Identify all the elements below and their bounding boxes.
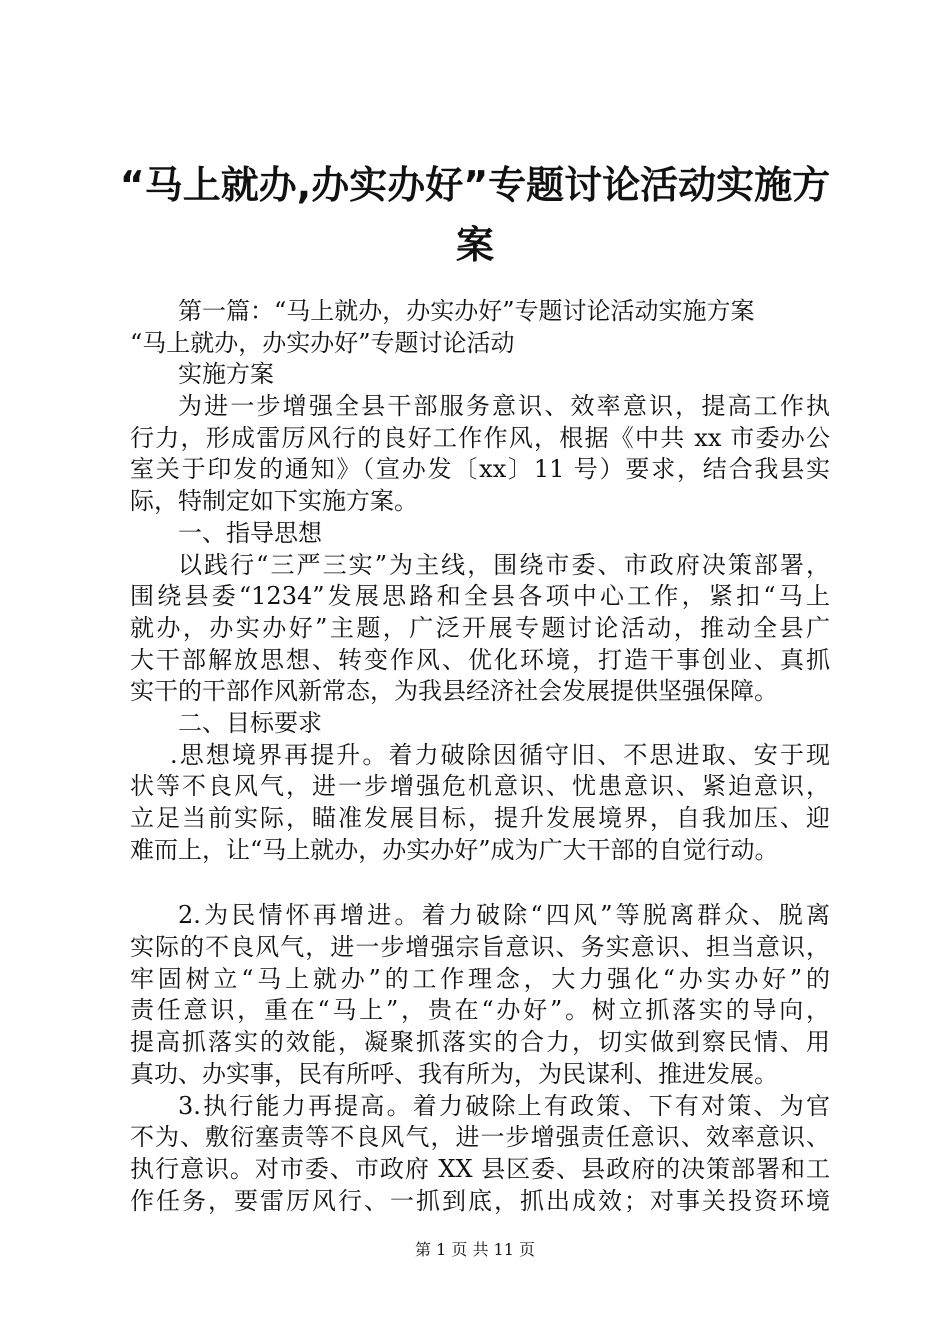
document-body (130, 296, 830, 1217)
paragraph-line: 牢固树立“马上就办”的工作理念，大力强化“办实办好”的 (130, 964, 830, 993)
paragraph-line: 提高抓落实的效能，凝聚抓落实的合力，切实做到察民情、用 (130, 1028, 830, 1057)
paragraph-line: 3.执行能力再提高。着力破除上有政策、下有对策、为官 (178, 1091, 830, 1120)
paragraph-line: 立足当前实际，瞄准发展目标，提升发展境界，自我加压、迎 (130, 804, 830, 832)
document-title-line-1: “马上就办,办实办好”专题讨论活动实施方 (119, 163, 831, 207)
paragraph-line: 为进一步增强全县干部服务意识、效率意识，提高工作执 (178, 392, 830, 421)
paragraph-line: 就办，办实办好”主题，广泛开展专题讨论活动，推动全县广 (130, 613, 830, 642)
paragraph-line: 大干部解放思想、转变作风、优化环境，打造干事创业、真抓 (130, 645, 830, 674)
paragraph-line: 以践行“三严三实”为主线，围绕市委、市政府决策部署， (178, 550, 830, 579)
paragraph-line: 室关于印发的通知》（宣办发〔xx〕11 号）要求，结合我县实 (130, 455, 830, 484)
paragraph-line: 真功、办实事，民有所呼、我有所为，为民谋利、推进发展。 (130, 1059, 778, 1088)
document-title-line-2: 案 (455, 223, 494, 267)
paragraph-gap (130, 866, 830, 900)
page-footer: 第 1 页 共 11 页 (415, 1240, 535, 1259)
section-heading: 二、目标要求 (178, 708, 322, 737)
paragraph-line: 不为、敷衍塞责等不良风气，进一步增强责任意识、效率意识、 (130, 1123, 830, 1152)
paragraph-line: 实干的干部作风新常态，为我县经济社会发展提供坚强保障。 (130, 677, 778, 706)
paragraph-line: 责任意识，重在“马上”，贵在“办好”。树立抓落实的导向， (130, 996, 830, 1025)
paragraph-line: 行力，形成雷厉风行的良好工作作风，根据《中共 xx 市委办公 (130, 423, 830, 452)
paragraph-line: 作任务，要雷厉风行、一抓到底，抓出成效；对事关投资环境 (130, 1186, 830, 1215)
paragraph-line: “马上就办，办实办好”专题讨论活动 (130, 328, 515, 357)
paragraph-line: 际，特制定如下实施方案。 (130, 487, 418, 516)
paragraph-line: .思想境界再提升。着力破除因循守旧、不思进取、安于现 (170, 740, 830, 769)
paragraph-line: 实际的不良风气，进一步增强宗旨意识、务实意识、担当意识， (130, 933, 830, 962)
paragraph-line: 难而上，让“马上就办，办实办好”成为广大干部的自觉行动。 (130, 835, 779, 864)
paragraph-line: 实施方案 (178, 360, 274, 389)
paragraph-line: 状等不良风气，进一步增强危机意识、忧患意识、紧迫意识， (130, 772, 830, 801)
paragraph-line: 第一篇：“马上就办，办实办好”专题讨论活动实施方案 (178, 297, 755, 325)
paragraph-line: 围绕县委“1234”发展思路和全县各项中心工作，紧扣“马上 (130, 582, 830, 611)
section-heading: 一、指导思想 (178, 518, 322, 547)
paragraph-line: 执行意识。对市委、市政府 XX 县区委、县政府的决策部署和工 (130, 1154, 830, 1183)
paragraph-line: 2.为民情怀再增进。着力破除“四风”等脱离群众、脱离 (178, 901, 830, 930)
